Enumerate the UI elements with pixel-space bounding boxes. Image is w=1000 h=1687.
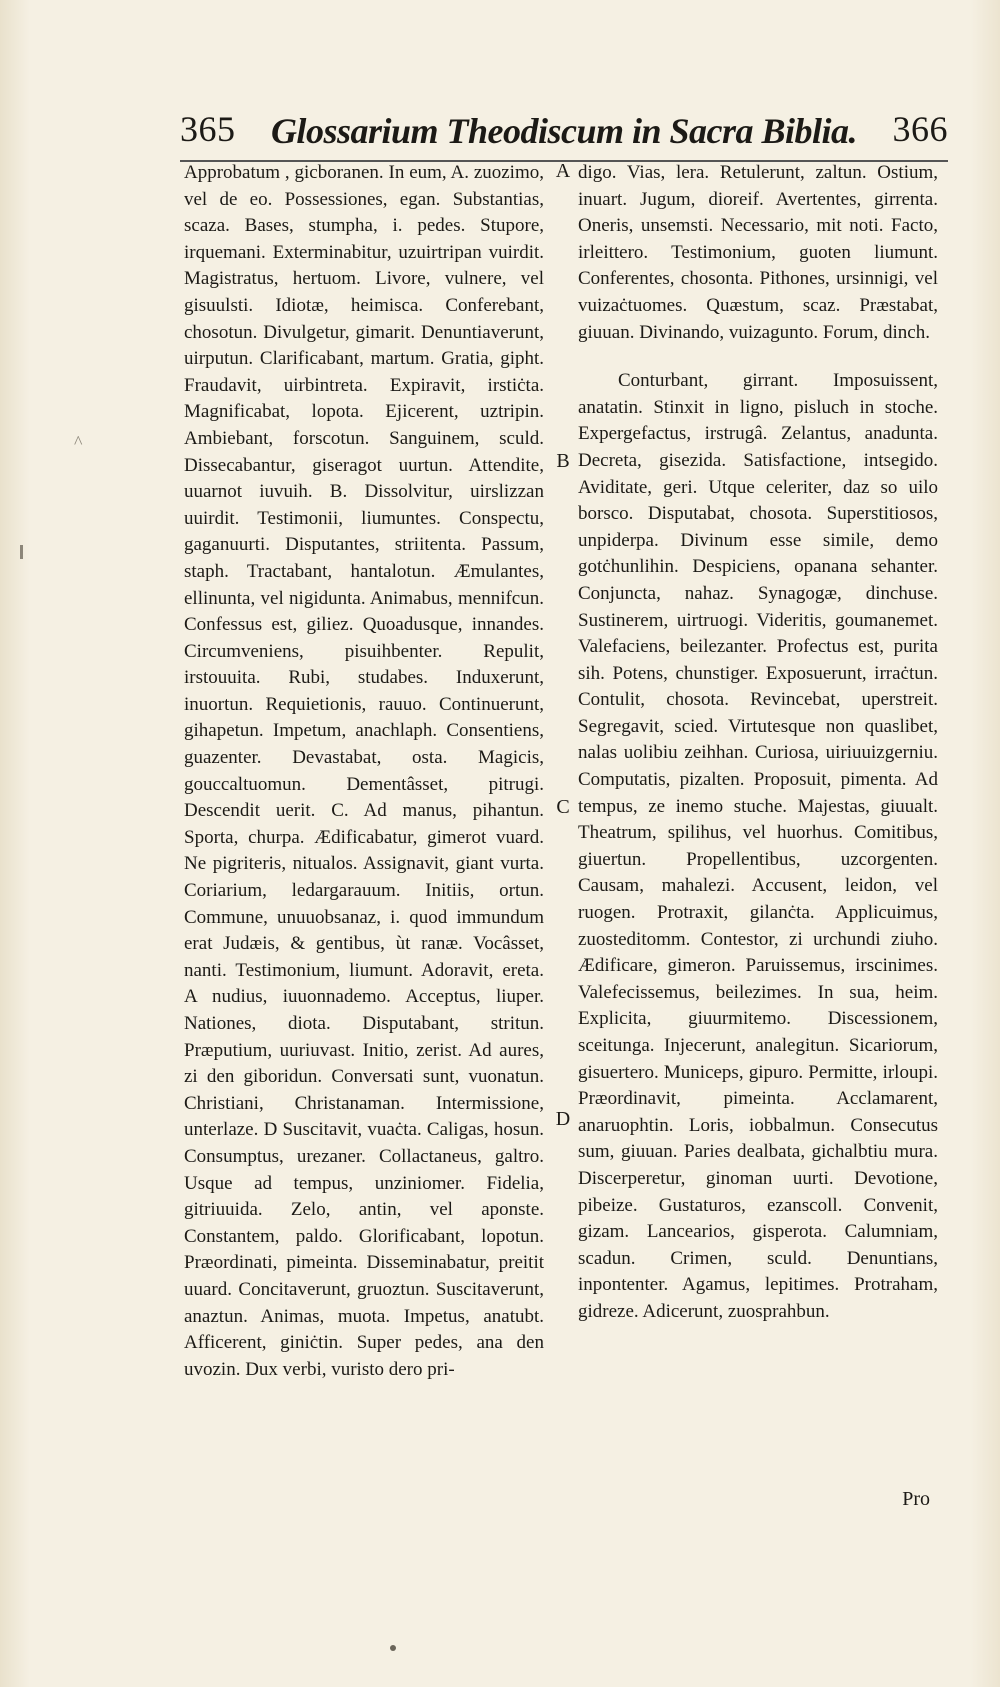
gutter-letters bbox=[548, 160, 578, 1460]
catchword: Pro bbox=[902, 1488, 930, 1510]
page-number-right: 366 bbox=[892, 109, 948, 149]
right-column-paragraph-1: digo. Vias, lera. Retulerunt, zaltun. Ostium, inuart. Jugum, dioreif. Avertentes, girrenta. Oneris, unsemsti. Necessario, mit noti. Facto, irleittero. Testimonium, guoten liumunt. Conferentes, chosonta. Pithones, ursinnigi, vel vuizaċtuomes. Quæstum, scaz. Præstabat, giuuan. Divinando, vuizagunto. Forum, dinch. bbox=[578, 162, 938, 343]
page-header bbox=[180, 108, 948, 158]
right-column bbox=[578, 160, 938, 1460]
text-columns bbox=[184, 160, 948, 1470]
gutter-letter-a: A bbox=[555, 160, 571, 182]
margin-bar bbox=[20, 545, 23, 559]
right-column-paragraph-2: Conturbant, girrant. Imposuissent, anatatin. Stinxit in ligno, pisluch in stoche. Expergefactus, irstrugâ. Zelantus, anadunta. Decreta, gisezida. Satisfactione, intsegido. Aviditate, geri. Utque celeriter, daz so uilo borsco. Disputabat, chosota. Superstitiosos, unpiderpa. Divinum esse simile, demo gotċhunlihin. Despiciens, opanana sehanter. Conjuncta, nahaz. Synagogæ, dinchuse. Sustinerem, uirtruogi. Videritis, goumanemet. Valefaciens, beilezanter. Profectus est, purita sih. Potens, chunstiger. Exposuerunt, irraċtun. Contulit, chosota. Revincebat, uperstreit. Segregavit, scied. Virtutesque non quaslibet, nalas uolibiu zeihhan. Curiosa, uiriuuizgerniu. Computatis, pizalten. Proposuit, pimenta. Ad tempus, ze inemo stuche. Majestas, giuualt. Theatrum, spilihus, vel huorhus. Comitibus, giuertun. Propellentibus, uzcorgenten. Causam, mahalezi. Accusent, leidon, vel ruogen. Protraxit, gilanċta. Applicuimus, zuosteditomm. Contestor, zi urchundi ziuho. Ædificare, gimeron. Paruissemus, irscinimes. Valefecissemus, beilezimes. In sua, heim. Explicita, giuurmitemo. Discessionem, sceitunga. Injecerunt, analegitun. Sicariorum, gisuertero. Municeps, gipuro. Permitte, irloupi. Præordinavit, pimeinta. Acclamarent, anaruophtin. Loris, iobbalmun. Consecutus sum, giuuan. Paries dealbata, gichalbtiu mura. Discerperetur, ginoman uurti. Devotione, pibeize. Gustaturos, ezanscoll. Convenit, gizam. Lancearios, gisperota. Calumniam, scadun. Crimen, sculd. Denuntians, inpontenter. Agamus, lepitimes. Protraham, gidreze. Adicerunt, zuosprahbun. bbox=[578, 370, 938, 1322]
ink-dot bbox=[390, 1645, 396, 1651]
gutter-letter-c: C bbox=[556, 796, 570, 818]
page-number-left: 365 bbox=[180, 109, 236, 149]
margin-mark: ^ bbox=[74, 432, 83, 452]
gutter-letter-d: D bbox=[555, 1108, 571, 1130]
left-column bbox=[184, 160, 544, 1460]
left-column-paragraph: Approbatum , gicboranen. In eum, A. zuozimo, vel de eo. Possessiones, egan. Substantias, scaza. Bases, stumpha, i. pedes. Stupore, irquemani. Exterminabitur, uzuirtripan vuirdit. Magistratus, hertuom. Livore, vulnere, vel gisuulsti. Idiotæ, heimisca. Conferebant, chosotun. Divulgetur, gimarit. Denuntiaverunt, uirputun. Clarificabant, martum. Gratia, gipht. Fraudavit, uirbintreta. Expiravit, irstiċta. Magnificabat, lopota. Ejicerent, uztripin. Ambiebant, forscotun. Sanguinem, sculd. Dissecabantur, giseragot uurtun. Attendite, uuarnot iuvuih. B. Dissolvitur, uirslizzan uuirdit. Testimonii, liumuntes. Conspectu, gaganuurti. Disputantes, striitenta. Passum, staph. Tractabant, hantalotun. Æmulantes, ellinunta, vel nigidunta. Animabus, mennifcun. Confessus est, giliez. Quoadusque, innandes. Circumveniens, pisuihbenter. Repulit, irstouuita. Rubi, studabes. Induxerunt, inuortun. Requietionis, rauuo. Continuerunt, gihapetun. Impetum, anachlaph. Consentiens, guazenter. Devastabat, osta. Magicis, gouccaltuomun. Dementâsset, pitrugi. Descendit uerit. C. Ad manus, pihantun. Sporta, churpa. Ædificabatur, gimerot vuard. Ne pigriteris, nitualos. Assignavit, giant vurta. Coriarium, ledargarauum. Initiis, ortun. Commune, unuuobsanaz, i. quod immundum erat Judæis, & gentibus, ùt ranæ. Vocâsset, nanti. Testimonium, liumunt. Adoravit, ereta. A nudius, iuuonnademo. Acceptus, liuper. Nationes, diota. Disputabant, stritun. Præputium, uuriuvast. Initio, zerist. Ad aures, zi den giboridun. Conversati sunt, vuonatun. Christiani, Christanaman. Intermissione, unterlaze. D Suscitavit, vuaċta. Caligas, hosun. Consumptus, urezaner. Collactaneus, galtro. Usque ad tempus, unziniomer. Fidelia, gitriuuida. Zelo, antin, vel aponste. Constantem, paldo. Glorificabant, lopotun. Præordinati, pimeinta. Disseminabatur, preitit uuard. Concitaverunt, gruoztun. Suscitaverunt, anaztun. Animas, muota. Impetus, anatubt. Afficerent, giniċtin. Super pedes, ana den uvozin. Dux verbi, vuristo dero pri- bbox=[184, 162, 544, 1380]
running-title: Glossarium Theodiscum in Sacra Biblia. bbox=[270, 111, 858, 151]
gutter-letter-b: B bbox=[556, 450, 570, 472]
